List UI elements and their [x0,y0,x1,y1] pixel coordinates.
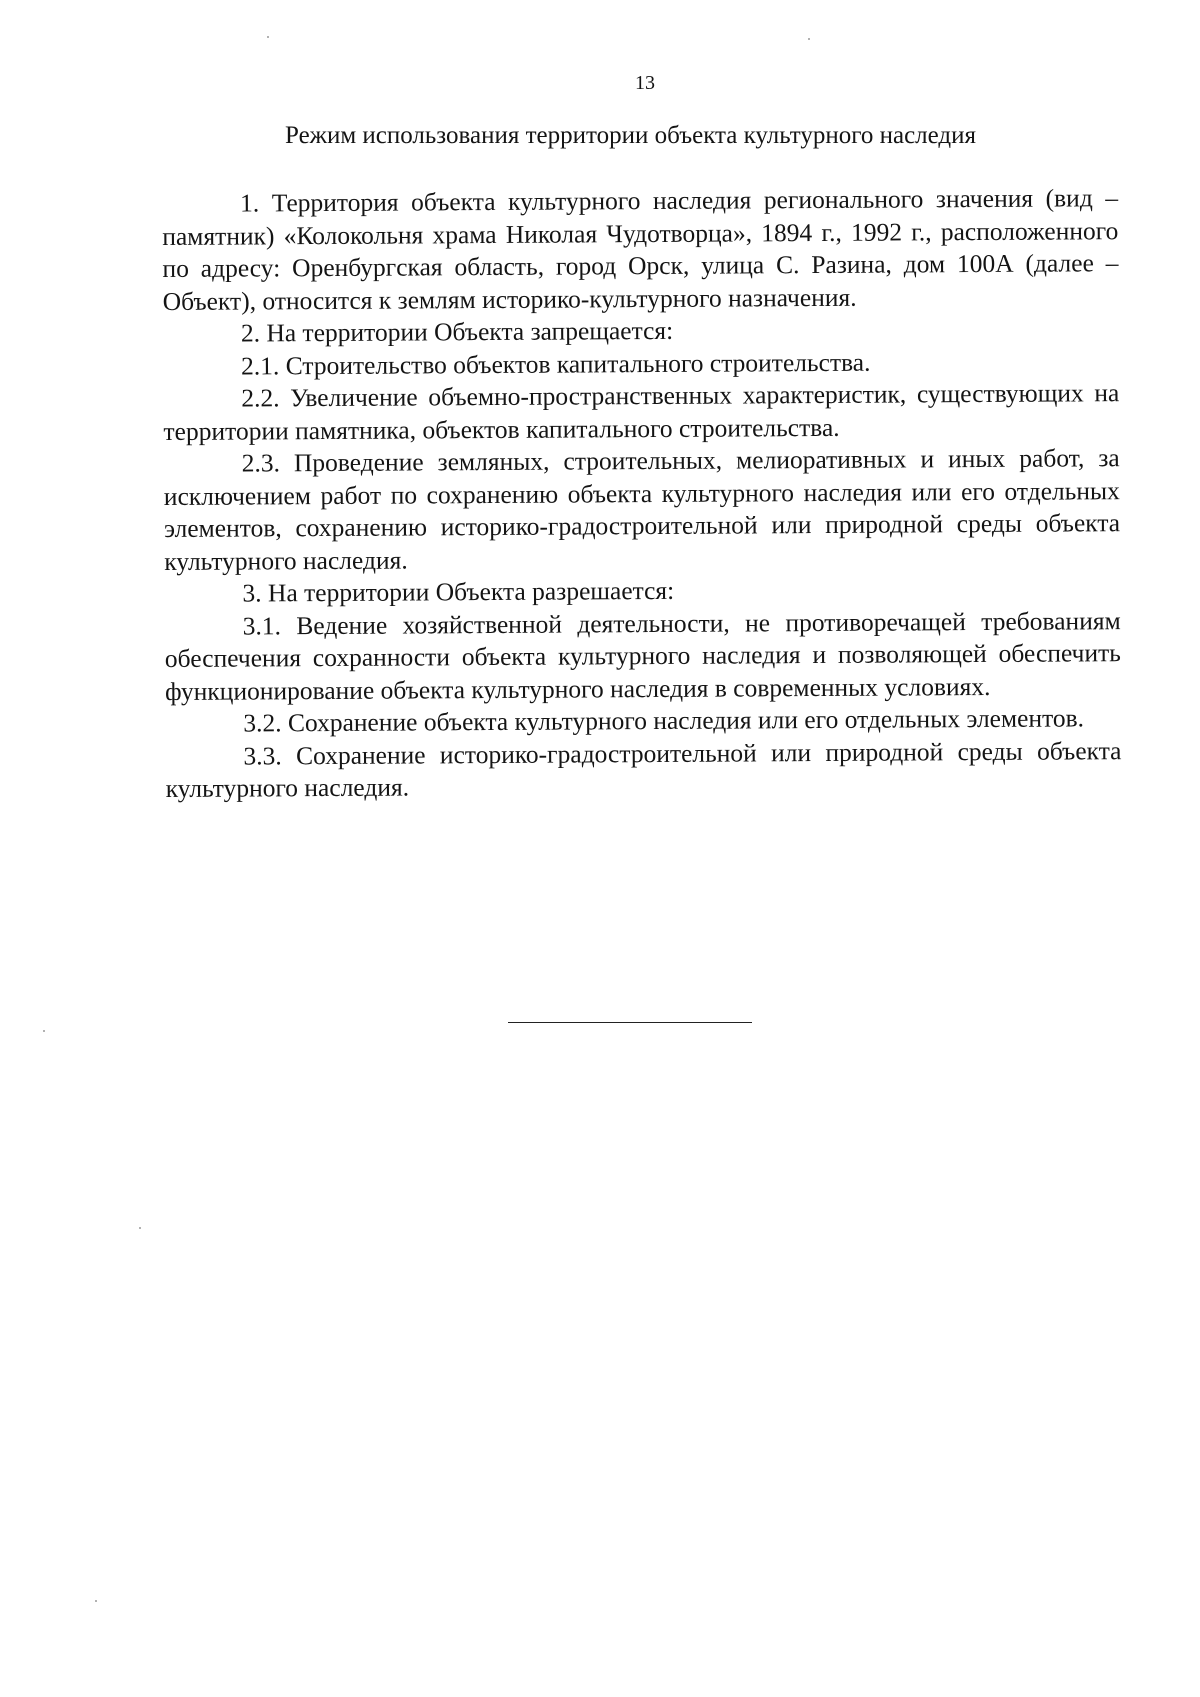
scan-speck [43,1030,45,1032]
paragraph-1: 1. Территория объекта культурного наследия регионального значения (вид – памятник) «Колокольня храма Николая Чудотворца», 1894 г., 1992 г., расположенного по адресу: Оренбургская область, город Орск, улица С. Разина, дом 100А (далее – Объект), относится к землям историко-культурного назначения. [162,183,1119,316]
document-body [162,182,1122,805]
end-divider-line [508,1022,752,1023]
document-title: Режим использования территории объекта культурного наследия [285,122,977,149]
paragraph-3-3: 3.3. Сохранение историко-градостроительной или природной среды объекта культурного наследия. [165,735,1122,803]
paragraph-2-3: 2.3. Проведение земляных, строительных, мелиоративных и иных работ, за исключением работ по сохранению объекта культурного наследия или его отдельных элементов, сохранению историко-градостроительной или природной среды объекта культурного наследия. [163,443,1121,576]
paragraph-3-1: 3.1. Ведение хозяйственной деятельности, не противоречащей требованиям обеспечения сохранности объекта культурного наследия и позволяющей обеспечить функционирование объекта культурного наследия в современных условиях. [164,605,1121,706]
paragraph-3-2: 3.2. Сохранение объекта культурного наследия или его отдельных элементов. [243,703,1085,738]
scan-speck [139,1227,141,1229]
paragraph-2-2: 2.2. Увеличение объемно-пространственных характеристик, существующих на территории памятника, объектов капитального строительства. [163,378,1120,446]
paragraph-2-1: 2.1. Строительство объектов капитального строительства. [240,347,871,381]
scan-speck [95,1600,97,1602]
paragraph-3: 3. На территории Объекта разрешается: [242,575,675,608]
scan-speck [267,36,269,38]
scan-speck [808,38,810,40]
page-number: 13 [635,72,655,94]
paragraph-2: 2. На территории Объекта запрещается: [240,315,674,348]
